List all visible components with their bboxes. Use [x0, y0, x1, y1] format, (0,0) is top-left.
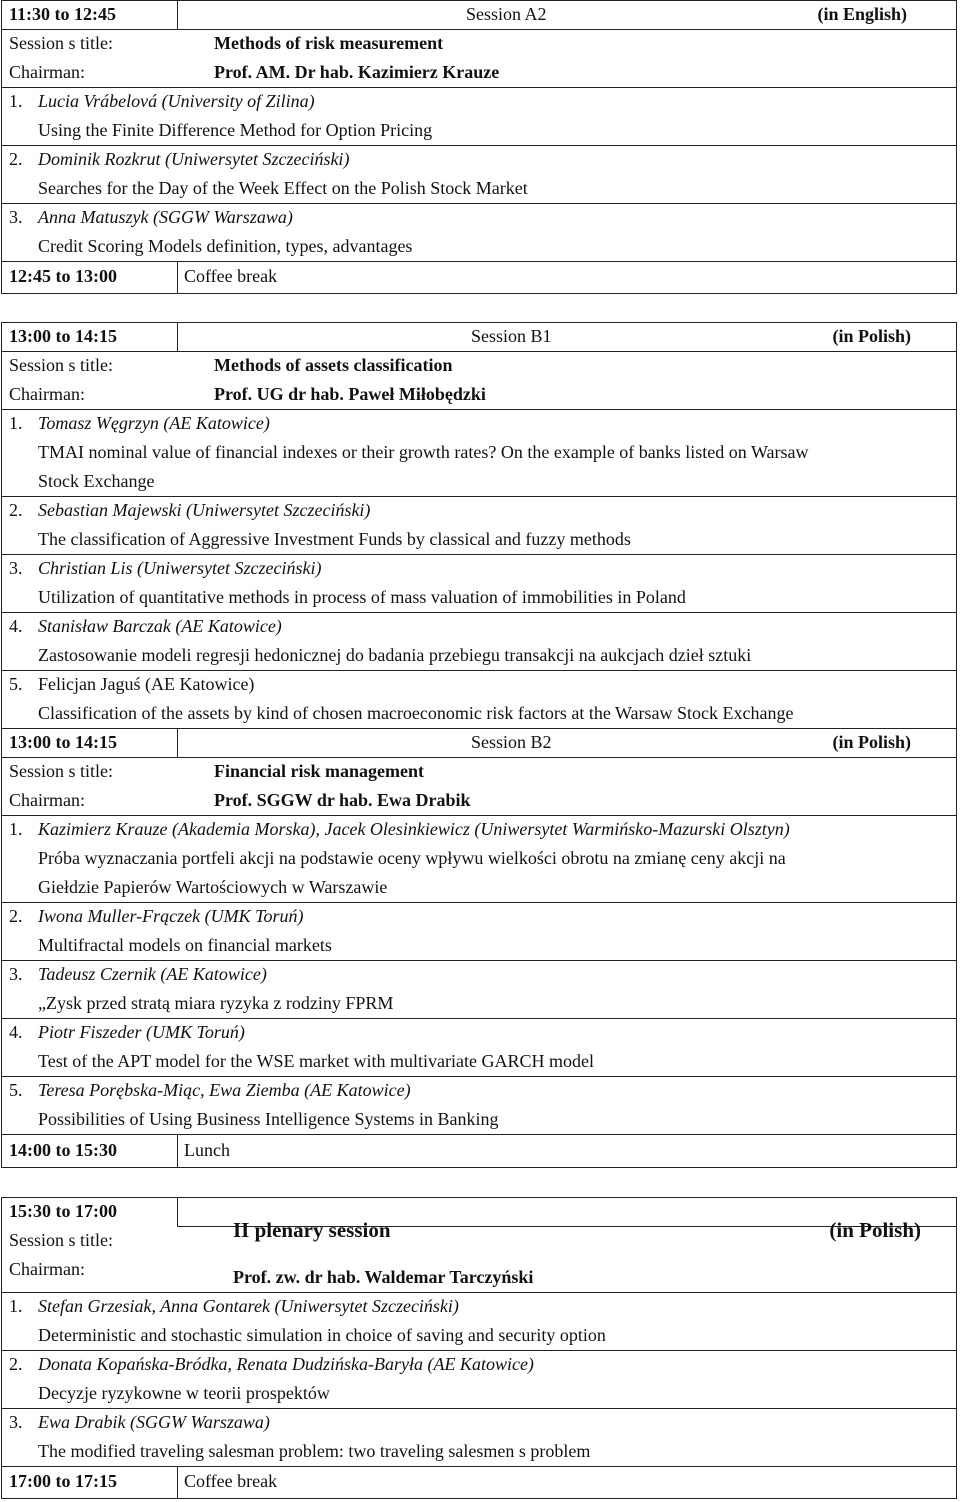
session-language: (in Polish)	[829, 1218, 921, 1242]
session-a2-header	[1, 0, 957, 29]
chairman-row	[1, 380, 957, 409]
plenary-block	[1, 1197, 957, 1499]
talk-title: Deterministic and stochastic simulation in choice of saving and security option	[38, 1325, 606, 1345]
talk-title: Test of the APT model for the WSE market with multivariate GARCH model	[38, 1051, 594, 1071]
talk-author: Donata Kopańska-Bródka, Renata Dudzińska-Baryła (AE Katowice)	[38, 1354, 534, 1374]
session-name: Session B1	[471, 326, 552, 346]
talk-title-row	[1, 844, 957, 873]
talk-title: Utilization of quantitative methods in process of mass valuation of immobilities in Poland	[38, 587, 686, 607]
talk-author: Ewa Drabik (SGGW Warszawa)	[38, 1412, 270, 1432]
chairman-row	[1, 58, 957, 87]
talk-number: 5.	[9, 1080, 23, 1100]
session-time: 13:00 to 14:15	[9, 326, 117, 346]
talk-title: Multifractal models on financial markets	[38, 935, 332, 955]
talk-author: Lucia Vrábelová (University of Zilina)	[38, 91, 315, 111]
talk-title-row	[1, 583, 957, 612]
talk-author-row	[1, 409, 957, 438]
chairman-label: Chairman:	[9, 62, 85, 82]
talk-author-row	[1, 87, 957, 116]
session-title-row	[1, 351, 957, 380]
talk-author-row	[1, 815, 957, 844]
chairman-label: Chairman:	[9, 384, 85, 404]
coffee-break-row	[1, 262, 957, 291]
talk-number: 3.	[9, 558, 23, 578]
talk-number: 3.	[9, 964, 23, 984]
session-title-row	[1, 757, 957, 786]
session-a2-block	[1, 0, 957, 294]
talk-title: Credit Scoring Models definition, types, advantages	[38, 236, 413, 256]
talk-number: 4.	[9, 616, 23, 636]
talk-author-row	[1, 670, 957, 699]
talk-number: 1.	[9, 91, 23, 111]
talk-author-row	[1, 145, 957, 174]
talk-number: 4.	[9, 1022, 23, 1042]
talk-author: Felicjan Jaguś (AE Katowice)	[38, 674, 255, 694]
chairman-label: Chairman:	[9, 790, 85, 810]
talk-title: Searches for the Day of the Week Effect on the Polish Stock Market	[38, 178, 528, 198]
talk-number: 2.	[9, 500, 23, 520]
chairman-row	[1, 786, 957, 815]
talk-author-row	[1, 612, 957, 641]
talk-author-row	[1, 203, 957, 232]
session-b2-header	[1, 728, 957, 757]
talk-title: Zastosowanie modeli regresji hedonicznej do badania przebiegu transakcji na aukcjach dzieł sztuki	[38, 645, 752, 665]
session-name: II plenary session	[233, 1218, 391, 1242]
talk-number: 2.	[9, 149, 23, 169]
talk-title-continued: Stock Exchange	[38, 471, 155, 491]
talk-author-row	[1, 496, 957, 525]
talk-title-continued: Giełdzie Papierów Wartościowych w Warszawie	[38, 877, 388, 897]
talk-author: Piotr Fiszeder (UMK Toruń)	[38, 1022, 245, 1042]
session-language: (in Polish)	[832, 732, 911, 752]
coffee-break-row	[1, 1467, 957, 1496]
chairman-name: Prof. SGGW dr hab. Ewa Drabik	[214, 790, 471, 810]
talk-title-row	[1, 467, 957, 496]
talk-title-row	[1, 438, 957, 467]
talk-author: Sebastian Majewski (Uniwersytet Szczeciński)	[38, 500, 371, 520]
talk-title-row	[1, 525, 957, 554]
session-title: Financial risk management	[214, 761, 424, 781]
talk-author: Tadeusz Czernik (AE Katowice)	[38, 964, 267, 984]
talk-author-row	[1, 554, 957, 583]
talk-author: Christian Lis (Uniwersytet Szczeciński)	[38, 558, 322, 578]
talk-author-row	[1, 902, 957, 931]
talk-title-row	[1, 1047, 957, 1076]
talk-number: 1.	[9, 1296, 23, 1316]
lunch-time: 14:00 to 15:30	[9, 1140, 117, 1160]
talk-title-row	[1, 989, 957, 1018]
session-time: 15:30 to 17:00	[9, 1201, 117, 1221]
session-name: Session B2	[471, 732, 552, 752]
talk-title-row	[1, 699, 957, 728]
session-title-label: Session s title:	[9, 761, 114, 781]
session-title-row	[1, 1226, 957, 1255]
talk-author: Anna Matuszyk (SGGW Warszawa)	[38, 207, 293, 227]
lunch-label: Lunch	[184, 1140, 230, 1160]
talk-title: Decyzje ryzykowne w teorii prospektów	[38, 1383, 330, 1403]
talk-title: The modified traveling salesman problem: two traveling salesmen s problem	[38, 1441, 591, 1461]
talk-author-row	[1, 960, 957, 989]
talk-title-row	[1, 116, 957, 145]
talk-title: Próba wyznaczania portfeli akcji na podstawie oceny wpływu wielkości obrotu na zmianę ceny akcji na	[38, 848, 786, 868]
talk-author-row	[1, 1408, 957, 1437]
talk-number: 3.	[9, 207, 23, 227]
session-title: Methods of risk measurement	[214, 33, 444, 53]
talk-title-row	[1, 174, 957, 203]
talk-author: Kazimierz Krauze (Akademia Morska), Jacek Olesinkiewicz (Uniwersytet Warmińsko-Mazurski Olsztyn)	[38, 819, 790, 839]
talk-title: Classification of the assets by kind of chosen macroeconomic risk factors at the Warsaw Stock Exchange	[38, 703, 794, 723]
chairman-name-row	[1, 1263, 957, 1292]
break-label: Coffee break	[184, 1471, 278, 1491]
chairman-name: Prof. zw. dr hab. Waldemar Tarczyński	[233, 1267, 534, 1287]
session-name: Session A2	[466, 4, 547, 24]
talk-author: Dominik Rozkrut (Uniwersytet Szczeciński)	[38, 149, 350, 169]
session-time: 11:30 to 12:45	[9, 4, 116, 24]
talk-title: The classification of Aggressive Investment Funds by classical and fuzzy methods	[38, 529, 631, 549]
sessions-b-block	[1, 322, 957, 1168]
chairman-name: Prof. UG dr hab. Paweł Miłobędzki	[214, 384, 486, 404]
session-time: 13:00 to 14:15	[9, 732, 117, 752]
talk-number: 1.	[9, 413, 23, 433]
talk-title-row	[1, 873, 957, 902]
session-title-label: Session s title:	[9, 355, 114, 375]
talk-title: Using the Finite Difference Method for Option Pricing	[38, 120, 433, 140]
session-title-row	[1, 29, 957, 58]
lunch-row	[1, 1136, 957, 1165]
talk-author-row	[1, 1292, 957, 1321]
talk-number: 3.	[9, 1412, 23, 1432]
talk-title-row	[1, 232, 957, 261]
talk-title: TMAI nominal value of financial indexes or their growth rates? On the example of banks listed on Warsaw	[38, 442, 809, 462]
session-title: Methods of assets classification	[214, 355, 453, 375]
session-language: (in English)	[817, 4, 907, 24]
session-language: (in Polish)	[832, 326, 911, 346]
talk-title: „Zysk przed stratą miara ryzyka z rodziny FPRM	[38, 993, 394, 1013]
chairman-label: Chairman:	[9, 1259, 85, 1279]
talk-title-row	[1, 1105, 957, 1134]
session-title-label: Session s title:	[9, 1230, 114, 1250]
talk-author: Tomasz Węgrzyn (AE Katowice)	[38, 413, 270, 433]
talk-title-row	[1, 1437, 957, 1466]
talk-title-row	[1, 641, 957, 670]
talk-author: Stanisław Barczak (AE Katowice)	[38, 616, 282, 636]
session-title-label: Session s title:	[9, 33, 114, 53]
break-time: 12:45 to 13:00	[9, 266, 117, 286]
talk-author: Stefan Grzesiak, Anna Gontarek (Uniwersytet Szczeciński)	[38, 1296, 459, 1316]
talk-author: Iwona Muller-Frączek (UMK Toruń)	[38, 906, 304, 926]
talk-title-row	[1, 1379, 957, 1408]
talk-author-row	[1, 1350, 957, 1379]
talk-number: 5.	[9, 674, 23, 694]
chairman-name: Prof. AM. Dr hab. Kazimierz Krauze	[214, 62, 500, 82]
talk-title-row	[1, 1321, 957, 1350]
session-b1-header	[1, 322, 957, 351]
talk-number: 2.	[9, 906, 23, 926]
talk-title-row	[1, 931, 957, 960]
talk-number: 1.	[9, 819, 23, 839]
talk-number: 2.	[9, 1354, 23, 1374]
talk-author-row	[1, 1076, 957, 1105]
talk-author: Teresa Porębska-Miąc, Ewa Ziemba (AE Katowice)	[38, 1080, 411, 1100]
talk-title: Possibilities of Using Business Intelligence Systems in Banking	[38, 1109, 499, 1129]
break-label: Coffee break	[184, 266, 278, 286]
break-time: 17:00 to 17:15	[9, 1471, 117, 1491]
talk-author-row	[1, 1018, 957, 1047]
